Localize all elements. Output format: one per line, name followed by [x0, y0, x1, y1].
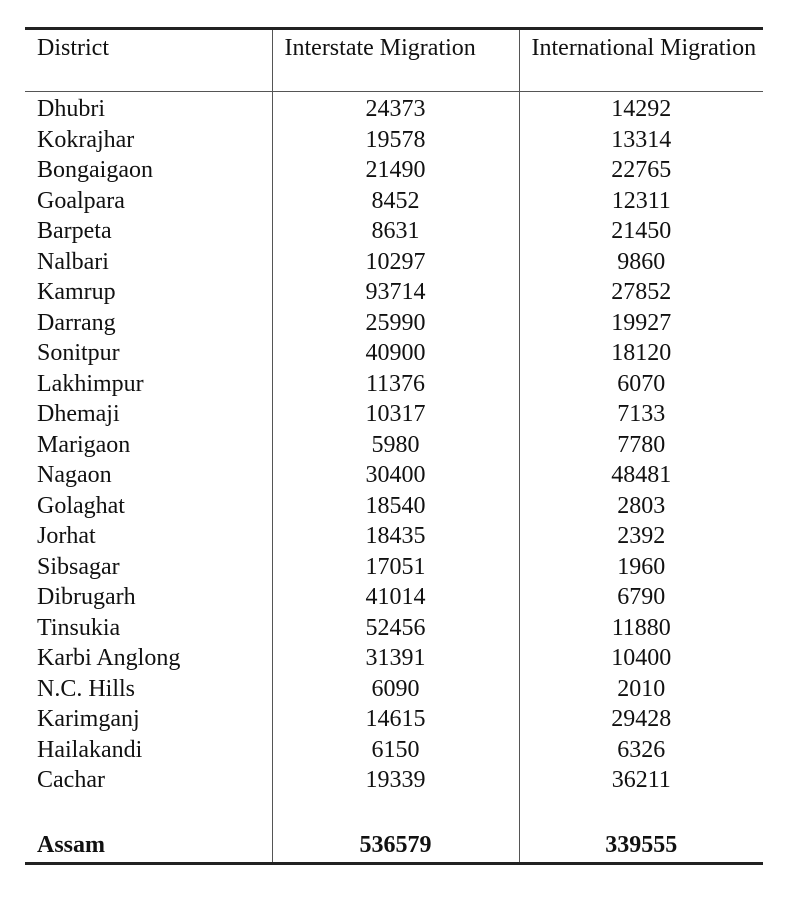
interstate-cell: 25990	[272, 308, 519, 339]
international-cell: 9860	[519, 247, 763, 278]
district-cell: Jorhat	[37, 523, 96, 549]
international-cell: 7780	[519, 430, 763, 461]
international-cell: 1960	[519, 552, 763, 583]
district-cell: Golaghat	[37, 492, 125, 519]
table-row	[25, 369, 763, 400]
district-cell: Tinsukia	[37, 614, 121, 641]
district-cell: N.C. Hills	[37, 675, 136, 702]
table-row	[25, 643, 763, 674]
international-cell: 22765	[519, 155, 763, 186]
spacer-row	[25, 796, 763, 828]
interstate-cell: 8452	[272, 186, 519, 217]
table-row	[25, 430, 763, 461]
table-row	[25, 582, 763, 613]
interstate-cell: 40900	[272, 338, 519, 369]
interstate-cell: 21490	[272, 155, 519, 186]
district-cell: Darrang	[37, 309, 116, 336]
total-interstate: 536579	[272, 828, 519, 864]
international-cell: 13314	[519, 125, 763, 156]
table-row	[25, 92, 763, 125]
interstate-cell: 52456	[272, 613, 519, 644]
international-cell: 2010	[519, 674, 763, 705]
interstate-cell: 18435	[272, 521, 519, 552]
spacer-cell	[25, 796, 272, 828]
interstate-cell: 31391	[272, 643, 519, 674]
header-interstate-migration: Interstate Migration	[272, 29, 519, 92]
district-cell: Barpeta	[37, 218, 112, 244]
table-row	[25, 216, 763, 247]
international-cell: 7133	[519, 399, 763, 430]
header-row	[25, 29, 763, 92]
district-cell: Hailakandi	[37, 736, 143, 763]
district-cell: Cachar	[37, 767, 105, 793]
table-row	[25, 125, 763, 156]
international-cell: 21450	[519, 216, 763, 247]
table-row	[25, 247, 763, 278]
interstate-cell: 6090	[272, 674, 519, 705]
total-international: 339555	[519, 828, 763, 864]
international-cell: 6326	[519, 735, 763, 766]
interstate-cell: 24373	[272, 92, 519, 125]
table-row	[25, 521, 763, 552]
table-row	[25, 277, 763, 308]
district-cell: Karbi Anglong	[37, 645, 181, 671]
interstate-cell: 30400	[272, 460, 519, 491]
district-cell: Lakhimpur	[37, 370, 144, 397]
international-cell: 27852	[519, 277, 763, 308]
international-cell: 6070	[519, 369, 763, 400]
interstate-cell: 10317	[272, 399, 519, 430]
interstate-cell: 5980	[272, 430, 519, 461]
international-cell: 48481	[519, 460, 763, 491]
migration-table	[25, 27, 763, 865]
interstate-cell: 41014	[272, 582, 519, 613]
district-cell: Nalbari	[37, 248, 109, 275]
table-row	[25, 765, 763, 796]
table-row	[25, 155, 763, 186]
table-row	[25, 613, 763, 644]
international-cell: 2803	[519, 491, 763, 522]
interstate-cell: 93714	[272, 277, 519, 308]
district-cell: Dhemaji	[37, 401, 120, 427]
district-cell: Kokrajhar	[37, 126, 135, 153]
international-cell: 14292	[519, 92, 763, 125]
table-row	[25, 186, 763, 217]
header-district: District	[25, 29, 272, 92]
international-cell: 12311	[519, 186, 763, 217]
spacer-cell	[272, 796, 519, 828]
interstate-cell: 10297	[272, 247, 519, 278]
migration-table-container	[25, 27, 763, 865]
header-international-migration: International Migration	[519, 29, 763, 92]
table-row	[25, 491, 763, 522]
international-cell: 6790	[519, 582, 763, 613]
international-cell: 10400	[519, 643, 763, 674]
interstate-cell: 17051	[272, 552, 519, 583]
district-cell: Dhubri	[37, 96, 105, 122]
interstate-cell: 14615	[272, 704, 519, 735]
table-row	[25, 338, 763, 369]
district-cell: Goalpara	[37, 187, 125, 214]
total-label: Assam	[25, 828, 272, 864]
district-cell: Dibrugarh	[37, 584, 136, 610]
interstate-cell: 8631	[272, 216, 519, 247]
table-row	[25, 399, 763, 430]
table-header	[25, 29, 763, 92]
district-cell: Karimganj	[37, 706, 140, 732]
interstate-cell: 19339	[272, 765, 519, 796]
table-row	[25, 674, 763, 705]
district-cell: Kamrup	[37, 279, 116, 305]
international-cell: 18120	[519, 338, 763, 369]
table-row	[25, 308, 763, 339]
international-cell: 2392	[519, 521, 763, 552]
international-cell: 29428	[519, 704, 763, 735]
district-cell: Nagaon	[37, 462, 112, 488]
international-cell: 36211	[519, 765, 763, 796]
international-cell: 19927	[519, 308, 763, 339]
table-body	[25, 92, 763, 864]
district-cell: Sibsagar	[37, 553, 120, 580]
international-cell: 11880	[519, 613, 763, 644]
total-row	[25, 828, 763, 864]
district-cell: Sonitpur	[37, 340, 120, 366]
spacer-cell	[519, 796, 763, 828]
table-row	[25, 704, 763, 735]
table-row	[25, 460, 763, 491]
interstate-cell: 19578	[272, 125, 519, 156]
district-cell: Marigaon	[37, 431, 131, 458]
table-row	[25, 552, 763, 583]
table-row	[25, 735, 763, 766]
interstate-cell: 11376	[272, 369, 519, 400]
district-cell: Bongaigaon	[37, 157, 153, 183]
interstate-cell: 6150	[272, 735, 519, 766]
interstate-cell: 18540	[272, 491, 519, 522]
